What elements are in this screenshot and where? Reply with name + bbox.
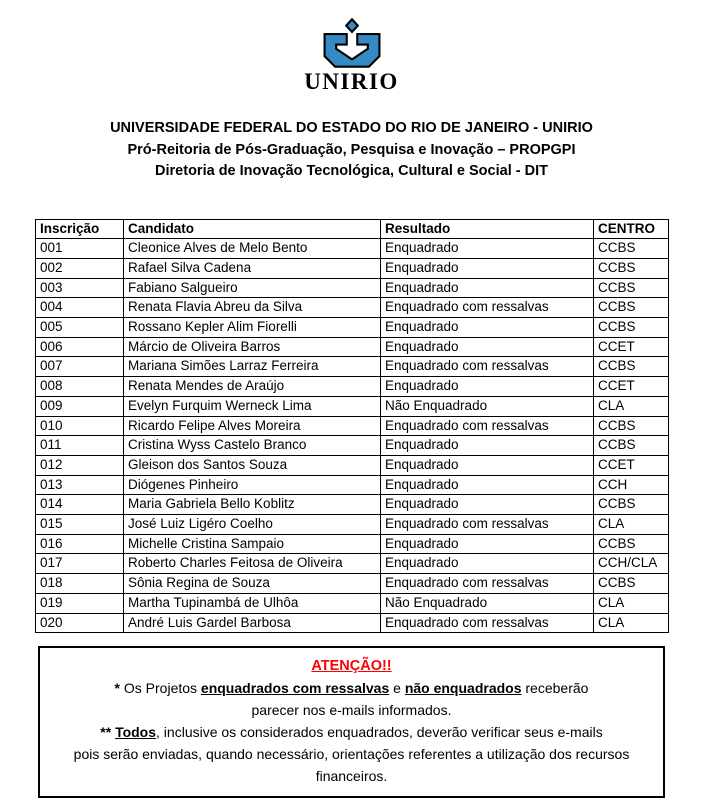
cell-candidato: Gleison dos Santos Souza [124, 455, 381, 475]
notice-line: financeiros. [315, 768, 388, 785]
cell-centro: CCBS [594, 534, 669, 554]
results-table-body [36, 239, 669, 633]
cell-resultado: Enquadrado [381, 337, 594, 357]
cell-centro: CLA [594, 515, 669, 535]
cell-inscricao: 019 [36, 593, 124, 613]
cell-resultado: Enquadrado [381, 495, 594, 515]
cell-centro: CCBS [594, 278, 669, 298]
col-header-candidato: Candidato [124, 219, 381, 239]
table-row [36, 613, 669, 633]
cell-inscricao: 010 [36, 416, 124, 436]
cell-candidato: Rossano Kepler Alim Fiorelli [124, 318, 381, 338]
cell-inscricao: 003 [36, 278, 124, 298]
cell-centro: CCET [594, 377, 669, 397]
cell-resultado: Enquadrado [381, 534, 594, 554]
cell-candidato: Maria Gabriela Bello Koblitz [124, 495, 381, 515]
cell-candidato: Rafael Silva Cadena [124, 258, 381, 278]
cell-inscricao: 016 [36, 534, 124, 554]
cell-candidato: Cristina Wyss Castelo Branco [124, 436, 381, 456]
cell-candidato: Ricardo Felipe Alves Moreira [124, 416, 381, 436]
cell-centro: CCH [594, 475, 669, 495]
cell-centro: CCBS [594, 574, 669, 594]
cell-inscricao: 005 [36, 318, 124, 338]
org-header-line-3: Diretoria de Inovação Tecnológica, Cultural e Social - DIT [155, 163, 548, 179]
cell-centro: CCBS [594, 258, 669, 278]
table-row [36, 357, 669, 377]
logo [0, 0, 703, 95]
cell-candidato: Cleonice Alves de Melo Bento [124, 239, 381, 259]
cell-centro: CCBS [594, 239, 669, 259]
cell-centro: CCBS [594, 495, 669, 515]
cell-resultado: Enquadrado [381, 436, 594, 456]
cell-candidato: Márcio de Oliveira Barros [124, 337, 381, 357]
cell-inscricao: 013 [36, 475, 124, 495]
notice-title: ATENÇÃO!! [311, 658, 392, 675]
col-header-centro: CENTRO [594, 219, 669, 239]
cell-centro: CCBS [594, 416, 669, 436]
col-header-resultado: Resultado [381, 219, 594, 239]
cell-resultado: Enquadrado com ressalvas [381, 357, 594, 377]
org-header-line-1: UNIVERSIDADE FEDERAL DO ESTADO DO RIO DE JANEIRO - UNIRIO [110, 120, 593, 136]
cell-resultado: Enquadrado com ressalvas [381, 515, 594, 535]
cell-inscricao: 006 [36, 337, 124, 357]
org-header [0, 118, 703, 183]
notice-box [38, 646, 665, 798]
cell-centro: CCBS [594, 318, 669, 338]
results-table [35, 219, 669, 634]
table-row [36, 495, 669, 515]
cell-centro: CCBS [594, 436, 669, 456]
cell-candidato: André Luis Gardel Barbosa [124, 613, 381, 633]
table-row [36, 436, 669, 456]
table-row [36, 455, 669, 475]
table-row [36, 377, 669, 397]
cell-resultado: Não Enquadrado [381, 396, 594, 416]
cell-inscricao: 018 [36, 574, 124, 594]
cell-resultado: Enquadrado [381, 475, 594, 495]
cell-inscricao: 008 [36, 377, 124, 397]
table-row [36, 318, 669, 338]
notice-line: parecer nos e-mails informados. [251, 702, 452, 719]
table-row [36, 574, 669, 594]
cell-candidato: Diógenes Pinheiro [124, 475, 381, 495]
table-row [36, 298, 669, 318]
cell-resultado: Enquadrado com ressalvas [381, 613, 594, 633]
cell-candidato: Fabiano Salgueiro [124, 278, 381, 298]
table-row [36, 475, 669, 495]
cell-resultado: Enquadrado [381, 554, 594, 574]
table-row [36, 554, 669, 574]
cell-inscricao: 007 [36, 357, 124, 377]
notice-lines [52, 677, 651, 787]
cell-inscricao: 004 [36, 298, 124, 318]
cell-inscricao: 009 [36, 396, 124, 416]
cell-resultado: Enquadrado [381, 239, 594, 259]
table-row [36, 278, 669, 298]
cell-inscricao: 001 [36, 239, 124, 259]
cell-resultado: Enquadrado [381, 318, 594, 338]
table-row [36, 416, 669, 436]
cell-inscricao: 017 [36, 554, 124, 574]
cell-resultado: Enquadrado [381, 455, 594, 475]
cell-candidato: Sônia Regina de Souza [124, 574, 381, 594]
cell-candidato: Martha Tupinambá de Ulhôa [124, 593, 381, 613]
cell-centro: CCH/CLA [594, 554, 669, 574]
cell-inscricao: 011 [36, 436, 124, 456]
table-row [36, 593, 669, 613]
table-row [36, 515, 669, 535]
cell-candidato: Mariana Simões Larraz Ferreira [124, 357, 381, 377]
notice-line: pois serão enviadas, quando necessário, orientações referentes a utilização dos recursos [73, 746, 630, 763]
table-row [36, 534, 669, 554]
cell-resultado: Enquadrado com ressalvas [381, 298, 594, 318]
notice-line: ** Todos, inclusive os considerados enquadrados, deverão verificar seus e-mails [100, 724, 603, 741]
cell-resultado: Enquadrado [381, 258, 594, 278]
cell-resultado: Enquadrado com ressalvas [381, 574, 594, 594]
cell-centro: CLA [594, 613, 669, 633]
unirio-logo-icon [323, 18, 381, 68]
cell-inscricao: 015 [36, 515, 124, 535]
table-row [36, 337, 669, 357]
cell-centro: CCBS [594, 357, 669, 377]
cell-inscricao: 014 [36, 495, 124, 515]
cell-candidato: Evelyn Furquim Werneck Lima [124, 396, 381, 416]
cell-centro: CLA [594, 396, 669, 416]
cell-candidato: José Luiz Ligéro Coelho [124, 515, 381, 535]
cell-candidato: Michelle Cristina Sampaio [124, 534, 381, 554]
cell-inscricao: 020 [36, 613, 124, 633]
cell-resultado: Enquadrado [381, 278, 594, 298]
cell-resultado: Não Enquadrado [381, 593, 594, 613]
table-row [36, 239, 669, 259]
cell-candidato: Roberto Charles Feitosa de Oliveira [124, 554, 381, 574]
cell-centro: CCET [594, 455, 669, 475]
cell-centro: CCBS [594, 298, 669, 318]
cell-inscricao: 012 [36, 455, 124, 475]
org-header-line-2: Pró-Reitoria de Pós-Graduação, Pesquisa e Inovação – PROPGPI [127, 141, 576, 158]
table-row [36, 396, 669, 416]
table-row [36, 258, 669, 278]
cell-candidato: Renata Mendes de Araújo [124, 377, 381, 397]
cell-inscricao: 002 [36, 258, 124, 278]
cell-resultado: Enquadrado [381, 377, 594, 397]
cell-candidato: Renata Flavia Abreu da Silva [124, 298, 381, 318]
notice-line: * Os Projetos enquadrados com ressalvas e não enquadrados receberão [114, 680, 589, 697]
cell-centro: CCET [594, 337, 669, 357]
table-header-row [36, 219, 669, 239]
col-header-inscricao: Inscrição [36, 219, 124, 239]
logo-wordmark: UNIRIO [304, 69, 399, 94]
cell-resultado: Enquadrado com ressalvas [381, 416, 594, 436]
cell-centro: CLA [594, 593, 669, 613]
